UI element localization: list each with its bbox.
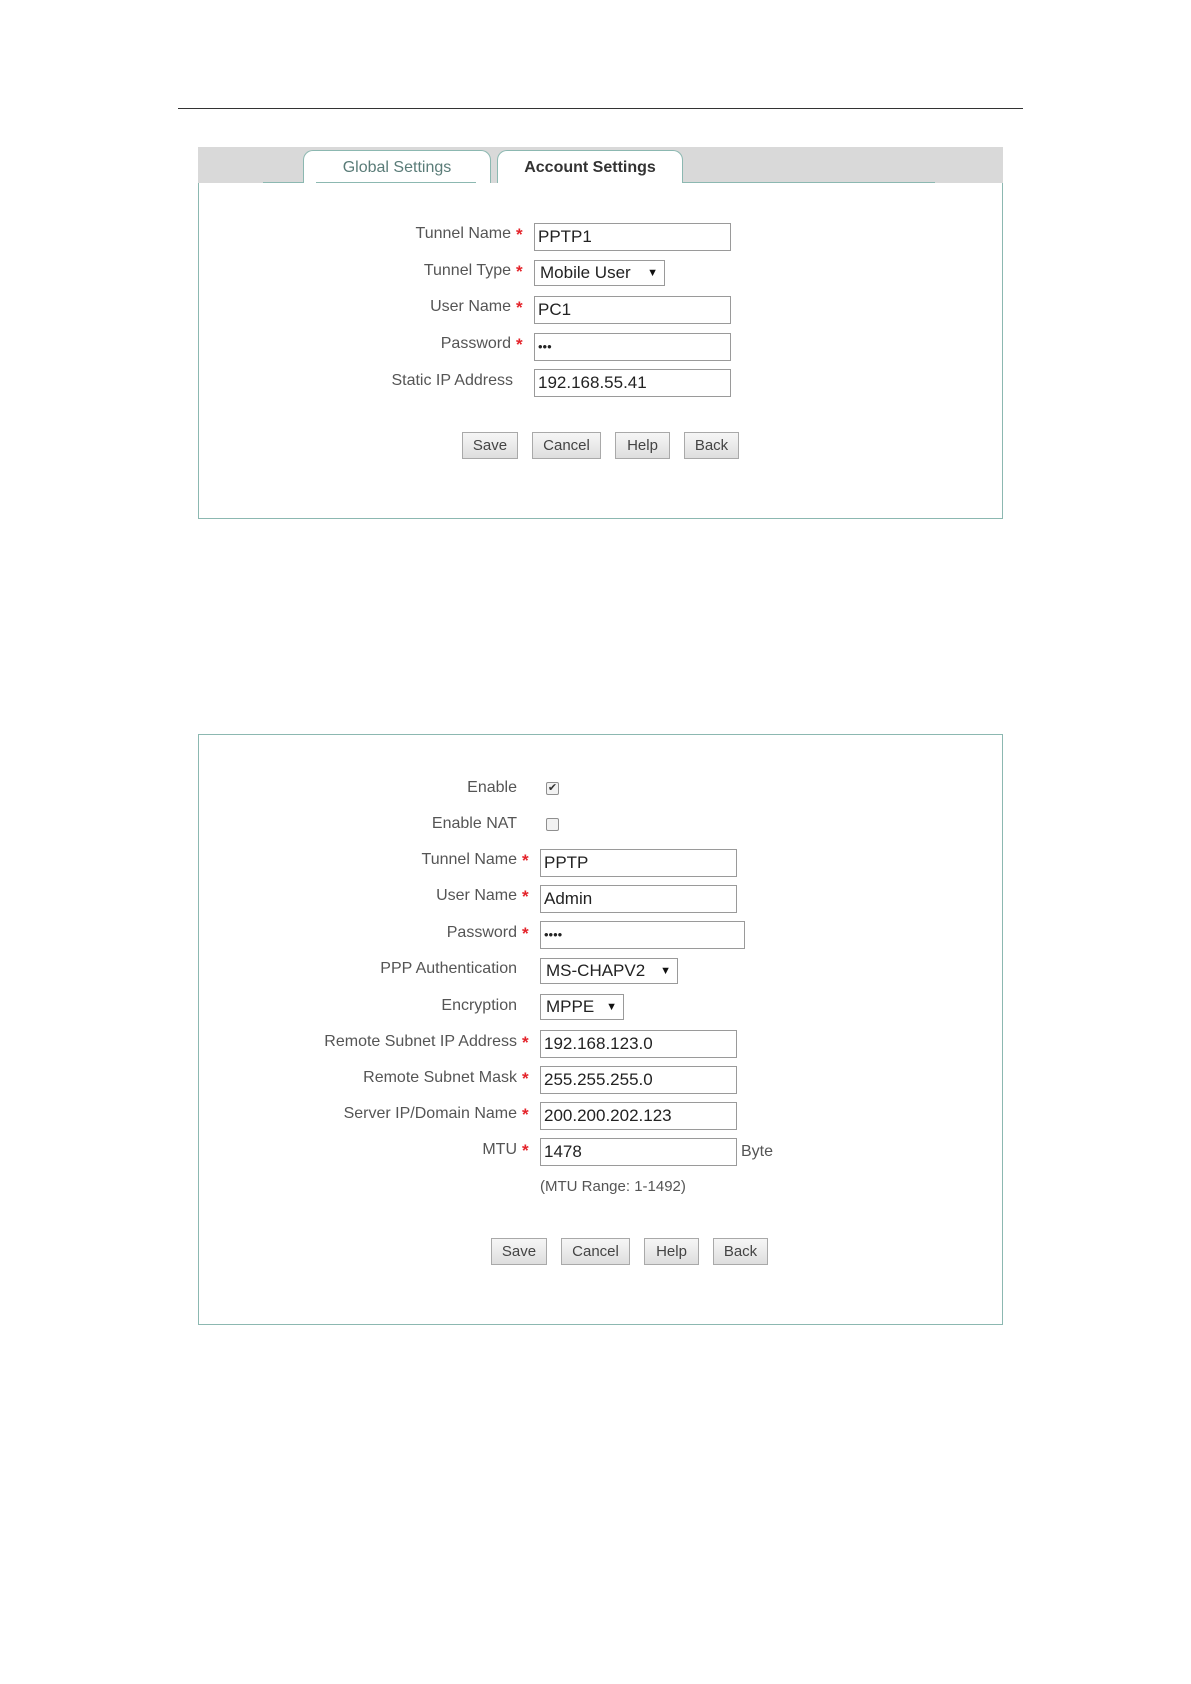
user-name-input[interactable]: Admin <box>540 885 737 913</box>
enable-label: Enable <box>467 779 517 796</box>
back-button[interactable]: Back <box>684 432 739 459</box>
tab-global-settings-label: Global Settings <box>342 159 452 176</box>
chevron-down-icon: ▼ <box>606 1001 617 1013</box>
save-button[interactable]: Save <box>462 432 518 459</box>
tunnel-type-value: Mobile User <box>540 263 631 282</box>
check-icon: ✔ <box>547 782 558 794</box>
server-ip-input[interactable]: 200.200.202.123 <box>540 1102 737 1130</box>
required-marker: * <box>516 262 523 281</box>
required-marker: * <box>522 1033 529 1052</box>
encryption-label: Encryption <box>441 997 517 1014</box>
remote-subnet-mask-label: Remote Subnet Mask <box>363 1069 517 1086</box>
tab-account-settings-label: Account Settings <box>524 159 656 176</box>
mtu-input[interactable]: 1478 <box>540 1138 737 1166</box>
ppp-authentication-value: MS-CHAPV2 <box>546 961 646 980</box>
page-header-rule <box>178 108 1023 109</box>
required-marker: * <box>516 225 523 244</box>
encryption-value: MPPE <box>546 997 595 1016</box>
save-button[interactable]: Save <box>491 1238 547 1265</box>
required-marker: * <box>516 298 523 317</box>
enable-checkbox[interactable] <box>546 782 559 795</box>
tab-global-settings[interactable] <box>303 150 491 184</box>
cancel-button[interactable]: Cancel <box>532 432 601 459</box>
static-ip-input[interactable]: 192.168.55.41 <box>534 369 731 397</box>
chevron-down-icon: ▼ <box>660 965 671 977</box>
user-name-label: User Name <box>436 887 517 904</box>
enable-nat-checkbox[interactable] <box>546 818 559 831</box>
chevron-down-icon: ▼ <box>647 267 658 279</box>
encryption-select[interactable] <box>540 994 624 1020</box>
tab-account-settings[interactable] <box>497 150 683 186</box>
user-name-input[interactable]: PC1 <box>534 296 731 324</box>
remote-subnet-ip-label: Remote Subnet IP Address <box>324 1033 517 1050</box>
required-marker: * <box>522 1141 529 1160</box>
required-marker: * <box>522 887 529 906</box>
tunnel-name-label: Tunnel Name <box>415 225 511 242</box>
tunnel-type-select[interactable] <box>534 260 665 286</box>
required-marker: * <box>522 924 529 943</box>
required-marker: * <box>522 851 529 870</box>
required-marker: * <box>522 1105 529 1124</box>
tunnel-type-label: Tunnel Type <box>423 262 511 279</box>
tunnel-name-input[interactable]: PPTP <box>540 849 737 877</box>
back-button[interactable]: Back <box>713 1238 768 1265</box>
password-input[interactable]: •••• <box>540 921 745 949</box>
remote-subnet-mask-input[interactable]: 255.255.255.0 <box>540 1066 737 1094</box>
ppp-authentication-label: PPP Authentication <box>380 960 517 977</box>
password-label: Password <box>446 924 517 941</box>
password-input[interactable]: ••• <box>534 333 731 361</box>
tunnel-name-input[interactable]: PPTP1 <box>534 223 731 251</box>
required-marker: * <box>522 1069 529 1088</box>
mtu-range-hint: (MTU Range: 1-1492) <box>540 1178 686 1195</box>
required-marker: * <box>516 335 523 354</box>
help-button[interactable]: Help <box>644 1238 699 1265</box>
mtu-unit: Byte <box>741 1143 774 1160</box>
static-ip-label: Static IP Address <box>391 372 513 389</box>
enable-nat-label: Enable NAT <box>431 815 517 832</box>
password-label: Password <box>440 335 511 352</box>
tunnel-name-label: Tunnel Name <box>421 851 517 868</box>
user-name-label: User Name <box>430 298 511 315</box>
ppp-authentication-select[interactable] <box>540 958 678 984</box>
remote-subnet-ip-input[interactable]: 192.168.123.0 <box>540 1030 737 1058</box>
server-ip-label: Server IP/Domain Name <box>343 1105 517 1122</box>
help-button[interactable]: Help <box>615 432 670 459</box>
mtu-label: MTU <box>482 1141 517 1158</box>
cancel-button[interactable]: Cancel <box>561 1238 630 1265</box>
